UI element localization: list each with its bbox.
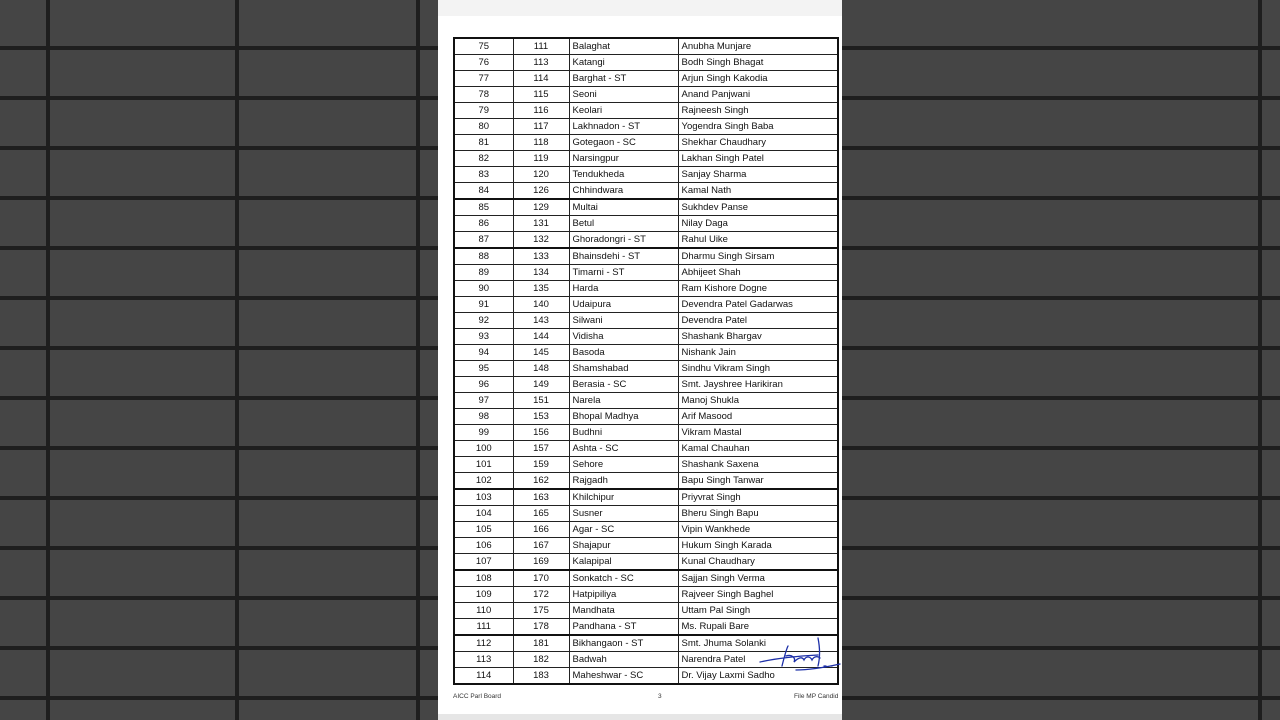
serial-number-cell: 114: [454, 668, 513, 685]
ac-number-cell: 162: [513, 473, 569, 490]
serial-number-cell: 100: [454, 441, 513, 457]
serial-number-cell: 75: [454, 38, 513, 55]
candidate-name-cell: Nishank Jain: [678, 345, 838, 361]
ac-number-cell: 172: [513, 587, 569, 603]
background-grid-line: [46, 0, 50, 720]
ac-number-cell: 169: [513, 554, 569, 571]
candidate-name-cell: Dr. Vijay Laxmi Sadho: [678, 668, 838, 685]
serial-number-cell: 84: [454, 183, 513, 200]
background-grid-line: [1258, 0, 1262, 720]
constituency-cell: Badwah: [569, 652, 678, 668]
background-grid-line: [235, 0, 239, 720]
candidate-name-cell: Hukum Singh Karada: [678, 538, 838, 554]
table-row: [454, 377, 838, 393]
constituency-cell: Katangi: [569, 55, 678, 71]
serial-number-cell: 108: [454, 570, 513, 587]
table-row: [454, 151, 838, 167]
constituency-cell: Udaipura: [569, 297, 678, 313]
candidate-name-cell: Kunal Chaudhary: [678, 554, 838, 571]
serial-number-cell: 85: [454, 199, 513, 216]
table-row: [454, 570, 838, 587]
constituency-cell: Seoni: [569, 87, 678, 103]
ac-number-cell: 134: [513, 265, 569, 281]
ac-number-cell: 167: [513, 538, 569, 554]
serial-number-cell: 90: [454, 281, 513, 297]
serial-number-cell: 76: [454, 55, 513, 71]
constituency-cell: Budhni: [569, 425, 678, 441]
table-row: [454, 248, 838, 265]
table-row: [454, 183, 838, 200]
constituency-cell: Maheshwar - SC: [569, 668, 678, 685]
serial-number-cell: 89: [454, 265, 513, 281]
constituency-cell: Gotegaon - SC: [569, 135, 678, 151]
candidate-name-cell: Rajveer Singh Baghel: [678, 587, 838, 603]
candidate-name-cell: Priyvrat Singh: [678, 489, 838, 506]
constituency-cell: Narela: [569, 393, 678, 409]
serial-number-cell: 111: [454, 619, 513, 636]
constituency-cell: Sonkatch - SC: [569, 570, 678, 587]
ac-number-cell: 132: [513, 232, 569, 249]
serial-number-cell: 109: [454, 587, 513, 603]
ac-number-cell: 120: [513, 167, 569, 183]
table-row: [454, 38, 838, 55]
constituency-cell: Agar - SC: [569, 522, 678, 538]
ac-number-cell: 148: [513, 361, 569, 377]
ac-number-cell: 129: [513, 199, 569, 216]
constituency-cell: Shamshabad: [569, 361, 678, 377]
serial-number-cell: 77: [454, 71, 513, 87]
serial-number-cell: 107: [454, 554, 513, 571]
table-row: [454, 313, 838, 329]
serial-number-cell: 103: [454, 489, 513, 506]
serial-number-cell: 97: [454, 393, 513, 409]
ac-number-cell: 175: [513, 603, 569, 619]
constituency-cell: Multai: [569, 199, 678, 216]
footer-left: AICC Parl Board: [453, 693, 502, 700]
ac-number-cell: 157: [513, 441, 569, 457]
serial-number-cell: 94: [454, 345, 513, 361]
candidate-name-cell: Rajneesh Singh: [678, 103, 838, 119]
candidate-name-cell: Yogendra Singh Baba: [678, 119, 838, 135]
ac-number-cell: 115: [513, 87, 569, 103]
constituency-cell: Tendukheda: [569, 167, 678, 183]
ac-number-cell: 111: [513, 38, 569, 55]
constituency-cell: Ghoradongri - ST: [569, 232, 678, 249]
constituency-cell: Ashta - SC: [569, 441, 678, 457]
constituency-cell: Keolari: [569, 103, 678, 119]
candidate-name-cell: Sindhu Vikram Singh: [678, 361, 838, 377]
candidate-name-cell: Dharmu Singh Sirsam: [678, 248, 838, 265]
ac-number-cell: 131: [513, 216, 569, 232]
candidate-name-cell: Shashank Bhargav: [678, 329, 838, 345]
table-row: [454, 87, 838, 103]
candidate-name-cell: Bapu Singh Tanwar: [678, 473, 838, 490]
ac-number-cell: 159: [513, 457, 569, 473]
ac-number-cell: 140: [513, 297, 569, 313]
serial-number-cell: 86: [454, 216, 513, 232]
table-row: [454, 199, 838, 216]
table-row: [454, 265, 838, 281]
background-grid-line: [416, 0, 420, 720]
table-row: [454, 393, 838, 409]
ac-number-cell: 117: [513, 119, 569, 135]
serial-number-cell: 110: [454, 603, 513, 619]
table-row: [454, 281, 838, 297]
serial-number-cell: 95: [454, 361, 513, 377]
table-row: [454, 425, 838, 441]
candidate-name-cell: Uttam Pal Singh: [678, 603, 838, 619]
table-row: [454, 473, 838, 490]
constituency-cell: Bhopal Madhya: [569, 409, 678, 425]
table-row: [454, 554, 838, 571]
ac-number-cell: 149: [513, 377, 569, 393]
candidate-name-cell: Kamal Nath: [678, 183, 838, 200]
table-row: [454, 457, 838, 473]
ac-number-cell: 118: [513, 135, 569, 151]
ac-number-cell: 166: [513, 522, 569, 538]
table-row: [454, 55, 838, 71]
candidate-name-cell: Smt. Jayshree Harikiran: [678, 377, 838, 393]
serial-number-cell: 88: [454, 248, 513, 265]
candidate-name-cell: Sanjay Sharma: [678, 167, 838, 183]
candidate-name-cell: Shashank Saxena: [678, 457, 838, 473]
footer-right: File MP Candid: [794, 693, 839, 700]
serial-number-cell: 98: [454, 409, 513, 425]
constituency-cell: Chhindwara: [569, 183, 678, 200]
candidate-name-cell: Narendra Patel: [678, 652, 838, 668]
table-row: [454, 216, 838, 232]
ac-number-cell: 156: [513, 425, 569, 441]
constituency-cell: Hatpipiliya: [569, 587, 678, 603]
serial-number-cell: 82: [454, 151, 513, 167]
table-row: [454, 232, 838, 249]
table-row: [454, 361, 838, 377]
candidate-name-cell: Abhijeet Shah: [678, 265, 838, 281]
table-row: [454, 119, 838, 135]
page-bottom-edge: [438, 714, 842, 720]
serial-number-cell: 112: [454, 635, 513, 652]
ac-number-cell: 183: [513, 668, 569, 685]
constituency-cell: Basoda: [569, 345, 678, 361]
ac-number-cell: 182: [513, 652, 569, 668]
ac-number-cell: 144: [513, 329, 569, 345]
serial-number-cell: 91: [454, 297, 513, 313]
candidate-name-cell: Ram Kishore Dogne: [678, 281, 838, 297]
table-row: [454, 329, 838, 345]
footer-page-number: 3: [658, 693, 662, 700]
candidate-name-cell: Kamal Chauhan: [678, 441, 838, 457]
constituency-cell: Bhainsdehi - ST: [569, 248, 678, 265]
serial-number-cell: 113: [454, 652, 513, 668]
serial-number-cell: 105: [454, 522, 513, 538]
blurred-background-right: [842, 0, 1280, 720]
candidate-name-cell: Anubha Munjare: [678, 38, 838, 55]
ac-number-cell: 181: [513, 635, 569, 652]
ac-number-cell: 126: [513, 183, 569, 200]
ac-number-cell: 165: [513, 506, 569, 522]
constituency-cell: Mandhata: [569, 603, 678, 619]
candidate-name-cell: Devendra Patel Gadarwas: [678, 297, 838, 313]
table-row: [454, 297, 838, 313]
ac-number-cell: 114: [513, 71, 569, 87]
constituency-cell: Vidisha: [569, 329, 678, 345]
ac-number-cell: 119: [513, 151, 569, 167]
candidate-name-cell: Nilay Daga: [678, 216, 838, 232]
candidate-name-cell: Sukhdev Panse: [678, 199, 838, 216]
ac-number-cell: 163: [513, 489, 569, 506]
ac-number-cell: 135: [513, 281, 569, 297]
page-top-margin: [438, 0, 842, 16]
table-row: [454, 587, 838, 603]
candidate-name-cell: Shekhar Chaudhary: [678, 135, 838, 151]
constituency-cell: Harda: [569, 281, 678, 297]
table-row: [454, 135, 838, 151]
constituency-cell: Khilchipur: [569, 489, 678, 506]
table-row: [454, 345, 838, 361]
candidate-name-cell: Rahul Uike: [678, 232, 838, 249]
constituency-cell: Balaghat: [569, 38, 678, 55]
ac-number-cell: 133: [513, 248, 569, 265]
blurred-background-left: [0, 0, 438, 720]
constituency-cell: Silwani: [569, 313, 678, 329]
table-row: [454, 489, 838, 506]
candidate-name-cell: Bodh Singh Bhagat: [678, 55, 838, 71]
constituency-cell: Berasia - SC: [569, 377, 678, 393]
table-row: [454, 506, 838, 522]
table-row: [454, 71, 838, 87]
candidate-name-cell: Ms. Rupali Bare: [678, 619, 838, 636]
table-row: [454, 538, 838, 554]
candidate-table: [453, 37, 839, 685]
serial-number-cell: 106: [454, 538, 513, 554]
ac-number-cell: 153: [513, 409, 569, 425]
candidate-name-cell: Devendra Patel: [678, 313, 838, 329]
table-row: [454, 167, 838, 183]
ac-number-cell: 151: [513, 393, 569, 409]
table-row: [454, 441, 838, 457]
constituency-cell: Pandhana - ST: [569, 619, 678, 636]
candidate-name-cell: Vipin Wankhede: [678, 522, 838, 538]
constituency-cell: Timarni - ST: [569, 265, 678, 281]
candidate-name-cell: Smt. Jhuma Solanki: [678, 635, 838, 652]
serial-number-cell: 104: [454, 506, 513, 522]
candidate-name-cell: Anand Panjwani: [678, 87, 838, 103]
ac-number-cell: 170: [513, 570, 569, 587]
table-row: [454, 619, 838, 636]
serial-number-cell: 96: [454, 377, 513, 393]
constituency-cell: Narsingpur: [569, 151, 678, 167]
ac-number-cell: 116: [513, 103, 569, 119]
serial-number-cell: 87: [454, 232, 513, 249]
constituency-cell: Shajapur: [569, 538, 678, 554]
constituency-cell: Bikhangaon - ST: [569, 635, 678, 652]
serial-number-cell: 92: [454, 313, 513, 329]
table-row: [454, 103, 838, 119]
candidate-name-cell: Lakhan Singh Patel: [678, 151, 838, 167]
ac-number-cell: 113: [513, 55, 569, 71]
table-row: [454, 522, 838, 538]
candidate-name-cell: Arif Masood: [678, 409, 838, 425]
serial-number-cell: 83: [454, 167, 513, 183]
constituency-cell: Betul: [569, 216, 678, 232]
constituency-cell: Lakhnadon - ST: [569, 119, 678, 135]
ac-number-cell: 145: [513, 345, 569, 361]
constituency-cell: Susner: [569, 506, 678, 522]
table-row: [454, 603, 838, 619]
serial-number-cell: 81: [454, 135, 513, 151]
candidate-name-cell: Manoj Shukla: [678, 393, 838, 409]
serial-number-cell: 101: [454, 457, 513, 473]
constituency-cell: Sehore: [569, 457, 678, 473]
ac-number-cell: 178: [513, 619, 569, 636]
signature-icon: [758, 636, 842, 676]
candidate-name-cell: Arjun Singh Kakodia: [678, 71, 838, 87]
serial-number-cell: 79: [454, 103, 513, 119]
serial-number-cell: 93: [454, 329, 513, 345]
document-page: [438, 0, 842, 720]
serial-number-cell: 80: [454, 119, 513, 135]
candidate-name-cell: Bheru Singh Bapu: [678, 506, 838, 522]
serial-number-cell: 78: [454, 87, 513, 103]
table-row: [454, 409, 838, 425]
constituency-cell: Rajgadh: [569, 473, 678, 490]
candidate-name-cell: Vikram Mastal: [678, 425, 838, 441]
serial-number-cell: 102: [454, 473, 513, 490]
constituency-cell: Kalapipal: [569, 554, 678, 571]
candidate-name-cell: Sajjan Singh Verma: [678, 570, 838, 587]
serial-number-cell: 99: [454, 425, 513, 441]
constituency-cell: Barghat - ST: [569, 71, 678, 87]
ac-number-cell: 143: [513, 313, 569, 329]
